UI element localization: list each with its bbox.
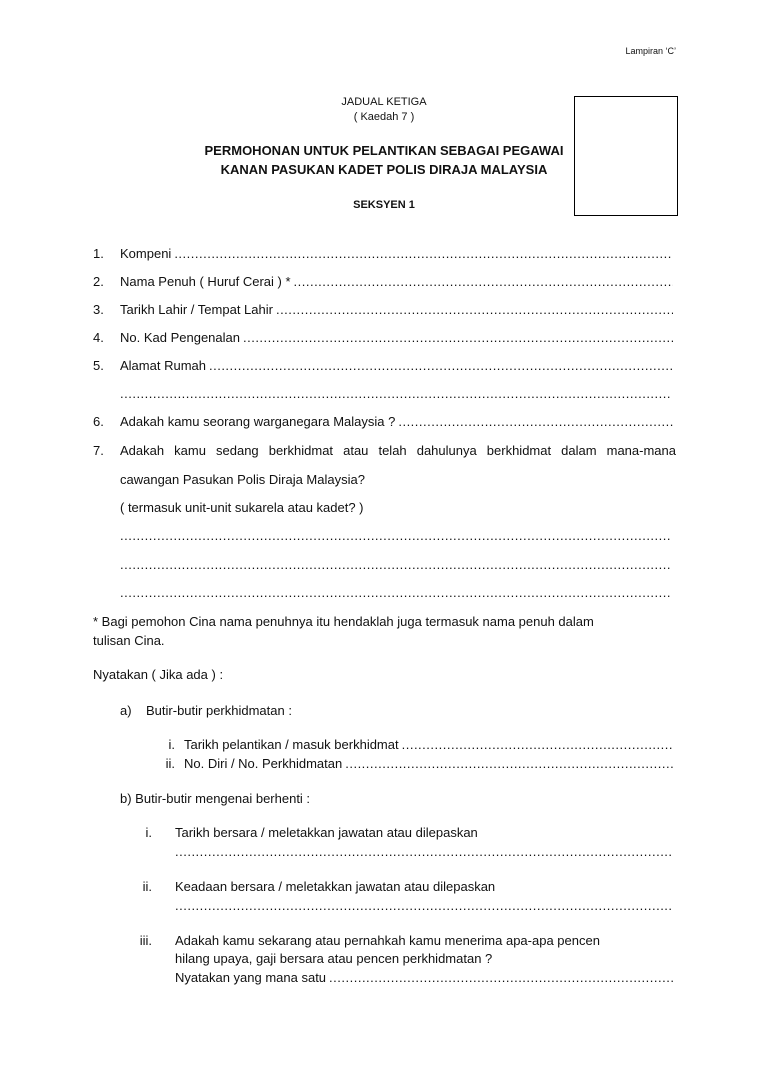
- retirement-circumstance-fill-line[interactable]: [175, 898, 672, 913]
- fill-line[interactable]: [345, 756, 673, 771]
- photo-box[interactable]: [574, 96, 678, 216]
- field-label: Tarikh pelantikan / masuk berkhidmat: [184, 737, 399, 752]
- field-pension-type[interactable]: [175, 970, 673, 985]
- fill-line[interactable]: [294, 274, 673, 289]
- address-continuation-line[interactable]: [120, 386, 672, 401]
- field-birth-date-place[interactable]: [93, 302, 673, 317]
- service-question-line-1: Adakah kamu sedang berkhidmat atau telah dahulunya berkhidmat dalam mana-mana: [120, 443, 676, 458]
- roman-numeral: i.: [168, 737, 175, 752]
- appendix-label: Lampiran ‘C’: [625, 46, 676, 56]
- field-ic-number[interactable]: [93, 330, 673, 345]
- field-citizenship[interactable]: [93, 414, 673, 429]
- pension-question-line-1: Adakah kamu sekarang atau pernahkah kamu menerima apa-apa pencen: [175, 933, 600, 948]
- fill-line[interactable]: [276, 302, 673, 317]
- fill-line[interactable]: [243, 330, 673, 345]
- retirement-circumstance-label: Keadaan bersara / meletakkan jawatan atau dilepaskan: [175, 879, 496, 894]
- fill-line[interactable]: [329, 970, 673, 985]
- section-heading: SEKSYEN 1: [353, 199, 415, 211]
- field-label: No. Diri / No. Perkhidmatan: [184, 756, 343, 771]
- item-number: 4.: [93, 330, 104, 345]
- form-title-line-2: KANAN PASUKAN KADET POLIS DIRAJA MALAYSIA: [220, 162, 548, 177]
- roman-numeral: ii.: [165, 756, 175, 771]
- state-if-any-heading: Nyatakan ( Jika ada ) :: [93, 667, 224, 682]
- field-appointment-date[interactable]: [140, 737, 673, 752]
- footnote-line-2: tulisan Cina.: [93, 633, 165, 648]
- service-question-note: ( termasuk unit-unit sukarela atau kadet? ): [120, 500, 364, 515]
- field-label: Nyatakan yang mana satu: [175, 970, 327, 985]
- field-full-name[interactable]: [93, 274, 673, 289]
- footnote-line-1: * Bagi pemohon Cina nama penuhnya itu hendaklah juga termasuk nama penuh dalam: [93, 614, 594, 629]
- roman-numeral: ii.: [142, 879, 152, 894]
- service-details-heading: a) Butir-butir perkhidmatan :: [120, 703, 292, 718]
- field-label: Kompeni: [120, 246, 172, 261]
- field-label: Tarikh Lahir / Tempat Lahir: [120, 302, 273, 317]
- item-number: 2.: [93, 274, 104, 289]
- item-number: 7.: [93, 443, 104, 458]
- rule-reference: ( Kaedah 7 ): [353, 111, 415, 123]
- field-home-address[interactable]: [93, 358, 673, 373]
- field-label: Nama Penuh ( Huruf Cerai ) *: [120, 274, 291, 289]
- fill-line[interactable]: [402, 737, 673, 752]
- roman-numeral: iii.: [139, 933, 152, 948]
- item-number: 6.: [93, 414, 104, 429]
- service-answer-line-1[interactable]: [120, 528, 672, 543]
- field-kompeni[interactable]: [93, 246, 673, 261]
- fill-line[interactable]: [398, 414, 673, 429]
- retirement-date-label: Tarikh bersara / meletakkan jawatan atau dilepaskan: [175, 825, 478, 840]
- form-title-line-1: PERMOHONAN UNTUK PELANTIKAN SEBAGAI PEGAWAI: [204, 143, 564, 158]
- field-label: Adakah kamu seorang warganegara Malaysia ?: [120, 414, 396, 429]
- fill-line[interactable]: [209, 358, 673, 373]
- cessation-details-heading: b) Butir-butir mengenai berhenti :: [120, 791, 311, 806]
- pension-question-line-2: hilang upaya, gaji bersara atau pencen perkhidmatan ?: [175, 951, 493, 966]
- service-question-line-2: cawangan Pasukan Polis Diraja Malaysia?: [120, 472, 365, 487]
- field-service-number[interactable]: [140, 756, 673, 771]
- retirement-date-fill-line[interactable]: [175, 844, 672, 859]
- fill-line[interactable]: [174, 246, 673, 261]
- item-number: 3.: [93, 302, 104, 317]
- service-answer-line-2[interactable]: [120, 557, 672, 572]
- schedule-heading: JADUAL KETIGA: [341, 96, 427, 108]
- service-answer-line-3[interactable]: [120, 585, 672, 600]
- roman-numeral: i.: [145, 825, 152, 840]
- field-label: Alamat Rumah: [120, 358, 206, 373]
- item-number: 5.: [93, 358, 104, 373]
- field-label: No. Kad Pengenalan: [120, 330, 240, 345]
- item-number: 1.: [93, 246, 104, 261]
